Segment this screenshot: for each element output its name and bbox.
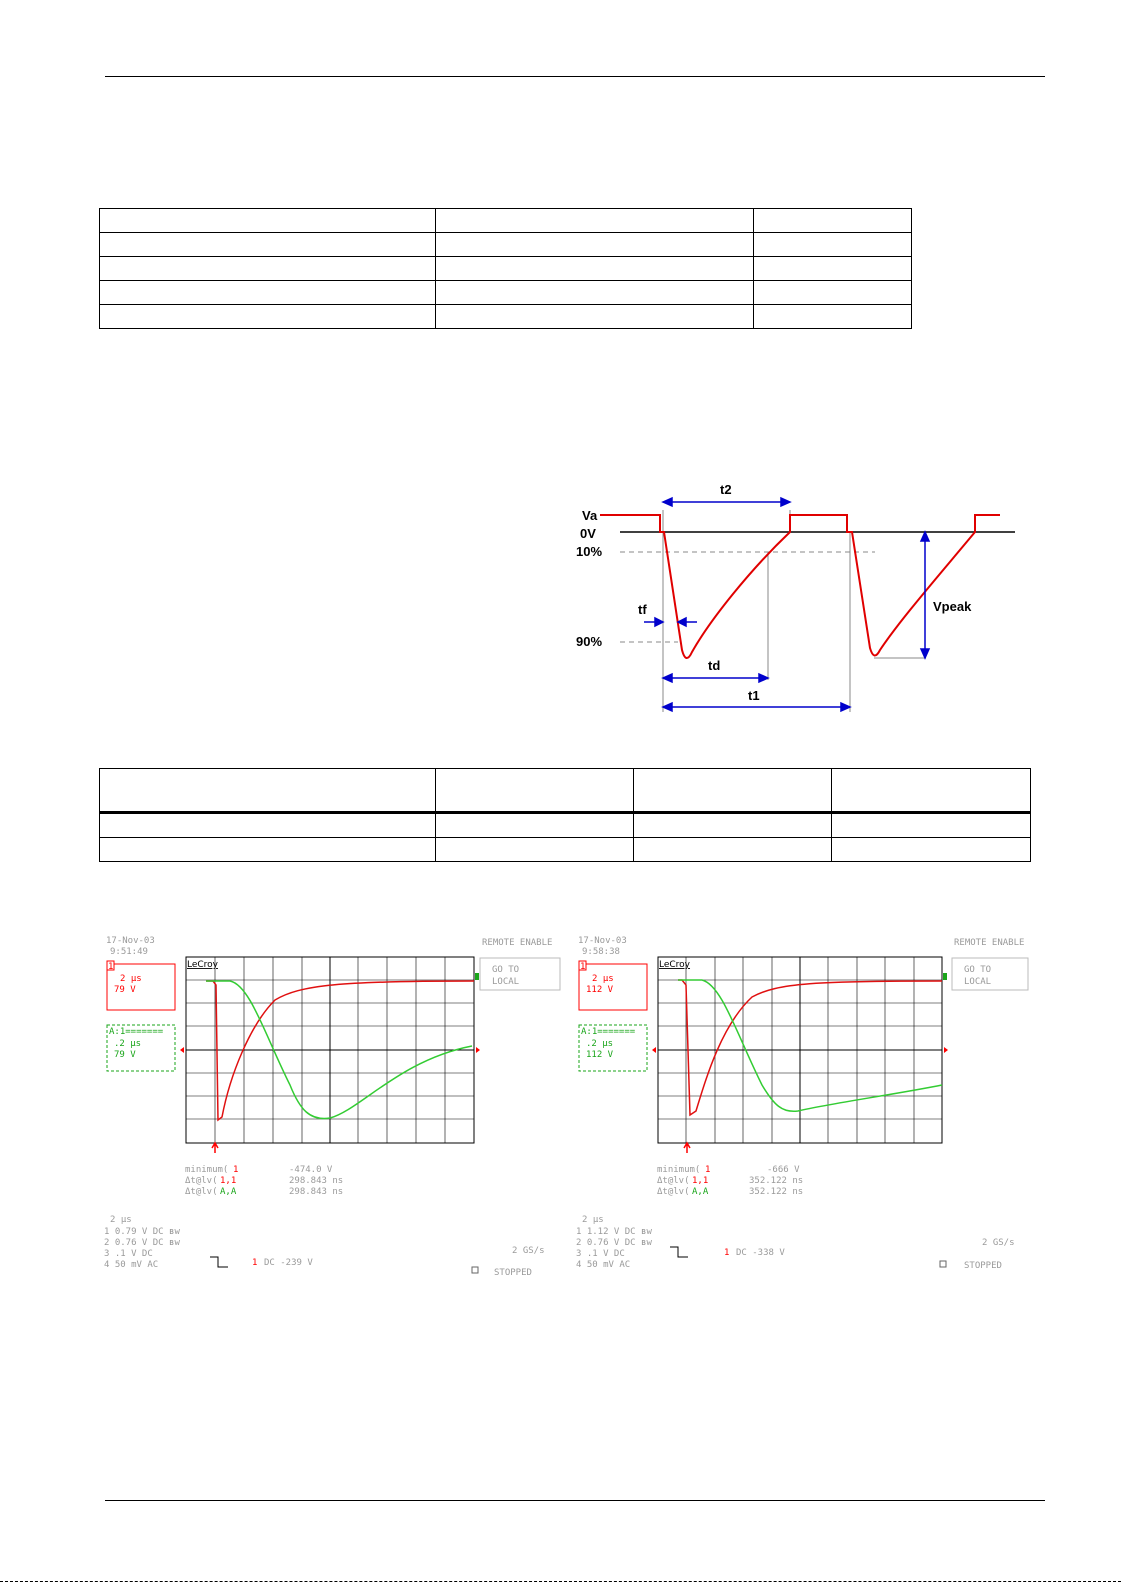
table-cell [634,838,832,862]
measurement-3-label: Δt@lv( [185,1187,218,1197]
arrow-head [921,532,929,541]
arrow-head [841,703,850,711]
arrow-head [663,498,672,506]
level-marker-right [476,1047,480,1053]
spec-table-2 [99,768,1031,862]
table-cell [436,813,634,838]
footer-rule [105,1500,1045,1501]
table-cell [436,838,634,862]
page-bottom-edge [0,1581,1121,1582]
table-cell [100,305,436,329]
table-row [100,233,912,257]
lecroy-logo: LeCroy [659,960,691,970]
local-label: LOCAL [492,977,520,987]
acquisition-status: STOPPED [964,1261,1002,1271]
channel-line-2: 2 0.76 V DC ʙw [104,1238,180,1248]
table-cell [634,813,832,838]
table-cell [100,281,436,305]
measurement-1-value: -666 V [767,1165,800,1175]
channel-a-trace [678,980,942,1111]
table-cell [754,281,912,305]
level-marker-left [652,1047,656,1053]
channel-1-timebase: 2 μs [592,974,614,984]
table-cell [436,233,754,257]
table-cell [754,209,912,233]
table-row [100,813,1031,838]
scope-date: 17-Nov-03 [106,936,155,946]
table-cell [100,233,436,257]
table-cell [754,305,912,329]
label-tf: tf [638,602,647,617]
measurement-2-label: Δt@lv( [657,1176,690,1186]
waveform-trace [600,515,1000,658]
channel-a-timebase: .2 μs [114,1039,142,1049]
remote-enable-label: REMOTE ENABLE [482,938,553,948]
timebase-readout: 2 μs [582,1215,604,1225]
channel-line-1: 1 0.79 V DC ʙw [104,1227,180,1237]
trigger-level: DC -239 V [264,1258,313,1268]
arrow-head [781,498,790,506]
channel-line-2: 2 0.76 V DC ʙw [576,1238,652,1248]
measurement-1-label: minimum( [657,1165,701,1175]
table-header-cell [100,769,436,813]
measurement-1-value: -474.0 V [289,1165,333,1175]
table-row [100,257,912,281]
arrow-head [759,674,768,682]
level-marker-left [180,1047,184,1053]
label-vpeak: Vpeak [933,599,972,614]
channel-a-volts: 112 V [586,1050,614,1060]
table-row [100,209,912,233]
table-cell [436,305,754,329]
scope-screen [100,925,560,1285]
scope-date: 17-Nov-03 [578,936,627,946]
channel-a-timebase: .2 μs [586,1039,614,1049]
measurement-1-channel: 1 [705,1165,711,1175]
scope-time: 9:51:49 [110,947,148,957]
measurement-2-value: 298.843 ns [289,1176,344,1186]
scope-screen [572,925,1032,1285]
sample-rate: 2 GS/s [982,1238,1015,1248]
trigger-channel: 1 [252,1258,258,1268]
label-td: td [708,658,721,673]
channel-line-3: 3 .1 V DC [104,1249,153,1259]
acquisition-status: STOPPED [494,1268,532,1278]
arrow-head [663,674,672,682]
header-rule [105,76,1045,77]
oscilloscope-capture-1 [100,925,560,1285]
channel-a-volts: 79 V [114,1050,136,1060]
table-cell [100,838,436,862]
measurement-1-channel: 1 [233,1165,239,1175]
table-cell [100,257,436,281]
trigger-arrow [684,1143,690,1153]
measurement-1-label: minimum( [185,1165,229,1175]
level-marker-right [944,1047,948,1053]
trigger-slope-icon [210,1257,228,1267]
channel-1-timebase: 2 μs [120,974,142,984]
table-cell [436,209,754,233]
table-cell [754,257,912,281]
channel-1-trace [678,980,942,1115]
table-cell [436,257,754,281]
trigger-arrow [212,1143,218,1153]
channel-1-marker: 1 [108,962,114,972]
label-ten-percent: 10% [576,544,603,559]
measurement-3-value: 352.122 ns [749,1187,804,1197]
table-row [100,305,912,329]
table-row [100,281,912,305]
label-va: Va [582,508,598,523]
channel-a-header: A:1======= [581,1027,636,1037]
channel-a-header: A:1======= [109,1027,164,1037]
table-cell [100,813,436,838]
table-cell [100,209,436,233]
arrow-head [655,618,663,626]
table-row [100,838,1031,862]
measurement-3-channel: A,A [692,1187,709,1197]
lecroy-logo: LeCroy [187,960,219,970]
green-offset-marker [943,973,947,980]
channel-1-volts: 79 V [114,985,136,995]
measurement-2-channel: 1,1 [692,1176,709,1186]
table-header-cell [634,769,832,813]
label-t2: t2 [720,482,732,497]
measurement-2-value: 352.122 ns [749,1176,804,1186]
sample-rate: 2 GS/s [512,1246,545,1256]
spec-table-1 [99,208,912,329]
table-header-cell [436,769,634,813]
arrow-head [663,703,672,711]
channel-line-4: 4 50 mV AC [104,1260,159,1270]
table-cell [754,233,912,257]
remote-enable-label: REMOTE ENABLE [954,938,1025,948]
trigger-level: DC -338 V [736,1248,785,1258]
measurement-3-label: Δt@lv( [657,1187,690,1197]
green-offset-marker [475,973,479,980]
scope-time: 9:58:38 [582,947,620,957]
status-indicator [940,1261,946,1267]
local-label: LOCAL [964,977,992,987]
trigger-slope-icon [670,1247,688,1257]
channel-line-4: 4 50 mV AC [576,1260,631,1270]
channel-1-marker: 1 [580,962,586,972]
label-zero-volt: 0V [580,526,596,541]
measurement-3-value: 298.843 ns [289,1187,344,1197]
go-to-label: GO TO [964,965,992,975]
trigger-channel: 1 [724,1248,730,1258]
label-ninety-percent: 90% [576,634,603,649]
go-to-label: GO TO [492,965,520,975]
status-indicator [472,1267,478,1273]
channel-line-1: 1 1.12 V DC ʙw [576,1227,652,1237]
table-header-row [100,769,1031,813]
label-t1: t1 [748,688,760,703]
timebase-readout: 2 μs [110,1215,132,1225]
oscilloscope-capture-2 [572,925,1032,1285]
measurement-2-channel: 1,1 [220,1176,237,1186]
table-cell [832,838,1031,862]
channel-line-3: 3 .1 V DC [576,1249,625,1259]
arrow-head [678,618,686,626]
arrow-head [921,649,929,658]
pulse-timing-diagram [560,480,1030,720]
table-header-cell [832,769,1031,813]
table-cell [436,281,754,305]
measurement-3-channel: A,A [220,1187,237,1197]
channel-1-volts: 112 V [586,985,614,995]
measurement-2-label: Δt@lv( [185,1176,218,1186]
table-cell [832,813,1031,838]
